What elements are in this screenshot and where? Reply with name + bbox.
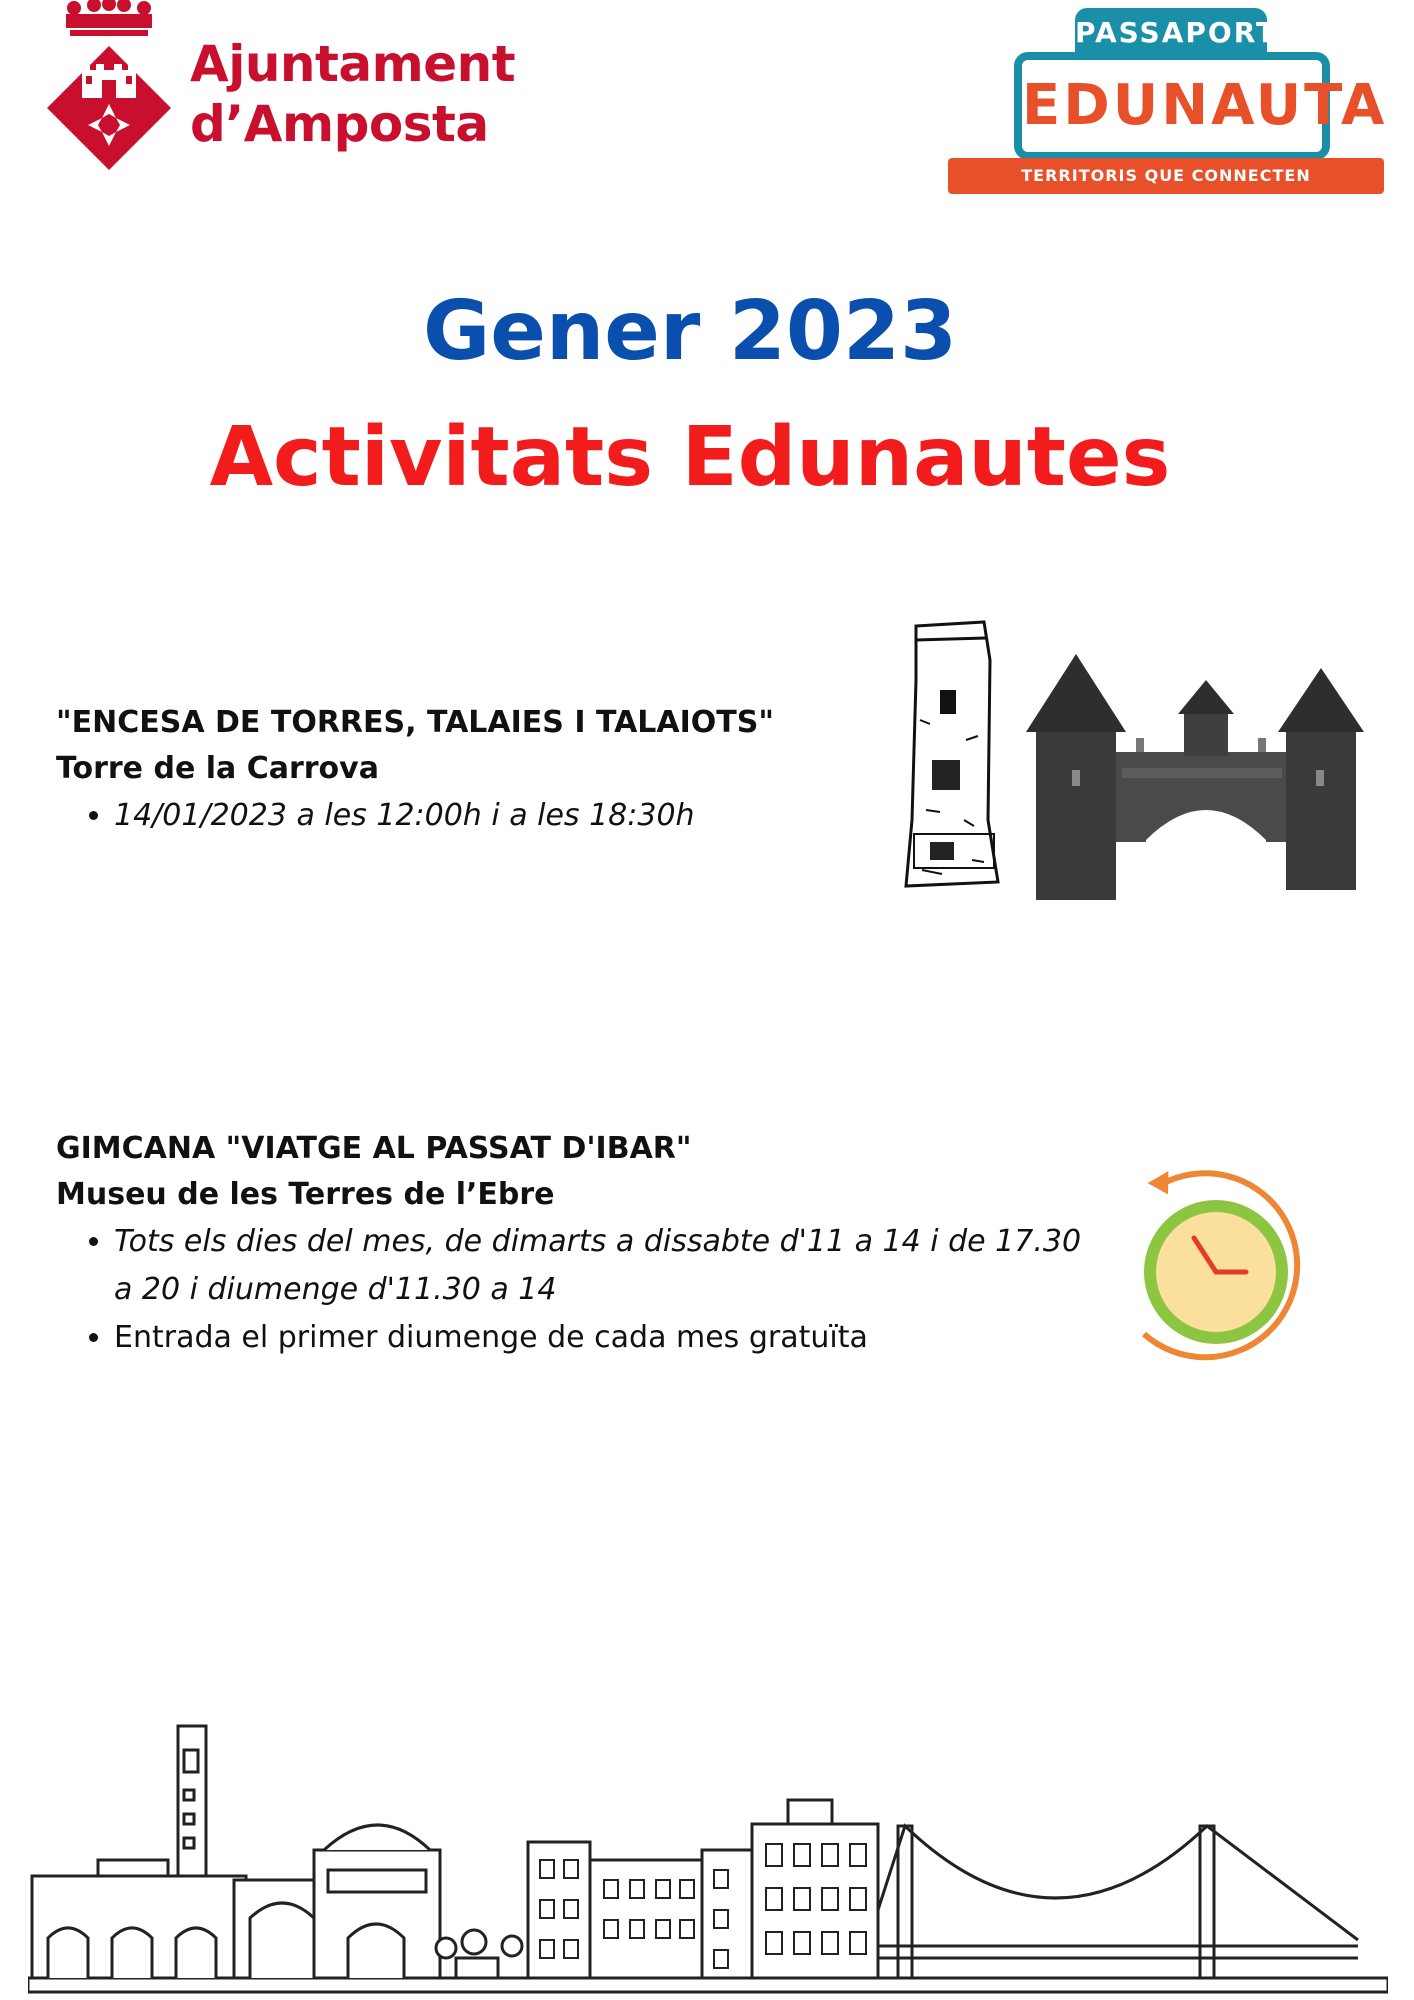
municipality-name [190,34,515,154]
city-skyline-illustration [28,1710,1388,2000]
activity-schedule: • Tots els dies del mes, de dimarts a dissabte d'11 a 14 i de 17.30 a 20 i diumenge d'11.30 a 14 [114,1218,1106,1314]
activity-details [56,1218,1106,1362]
activity-title: "ENCESA DE TORRES, TALAIES I TALAIOTS" [56,705,775,740]
activity-block [56,1126,1106,1362]
activity-note: • Entrada el primer diumenge de cada mes gratuïta [114,1314,1106,1362]
castle-gate-icon [1026,654,1364,900]
page-title: Activitats Edunautes [209,410,1171,505]
badge-top-label: PASSAPORT [1075,8,1267,58]
activity-place: Museu de les Terres de l’Ebre [56,1177,555,1212]
clock-icon [1122,1162,1322,1372]
municipality-name-line1: Ajuntament [190,35,516,93]
tower-icon [906,622,998,886]
activity-place: Torre de la Carrova [56,751,379,786]
municipal-coat-of-arms-icon [34,0,184,170]
badge-tagline: TERRITORIS QUE CONNECTEN OPORTUNITATS [948,158,1384,194]
municipality-name-line2: d’Amposta [190,95,489,153]
badge-main-label: EDUNAUTA [1014,52,1330,160]
activity-schedule: • 14/01/2023 a les 12:00h i a les 18:30h [114,792,1106,840]
passaport-edunauta-logo [940,8,1390,221]
activity-title: GIMCANA "VIATGE AL PASSAT D'IBAR" [56,1131,692,1166]
page-title-month: Gener 2023 [422,284,958,379]
tower-and-castle-illustration [886,620,1386,910]
